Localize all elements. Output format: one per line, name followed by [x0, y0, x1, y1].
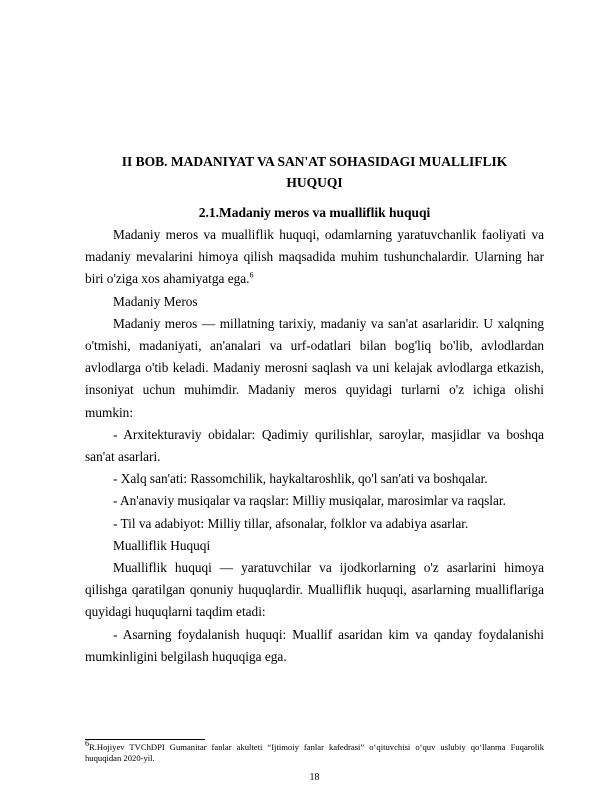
- list-item: - Arxitekturaviy obidalar: Qadimiy qurilishlar, saroylar, masjidlar va boshqa san'at asarlari.: [85, 426, 544, 465]
- footnote-text: R.Hojiyev TVChDPI Gumanitar fanlar akulteti “Ijtimoiy fanlar kafedrasi” o‘qituvchisi o‘quv uslubiy qo‘llanma Fuqarolik huquqidan 2020-yil.: [85, 742, 544, 763]
- footnote-mark: 6: [85, 739, 89, 749]
- list-item: - Xalq san'ati: Rassomchilik, haykaltaroshlik, qo'l san'ati va boshqalar.: [113, 471, 488, 487]
- paragraph-madaniy-meros: Madaniy meros — millatning tarixiy, madaniy va san'at asarlaridir. U xalqning o'tmishi, madaniyati, an'analari va urf-odatlari bilan bog'liq bo'lib, avlodlardan avlodlarga o'tib keladi. Madaniy merosni saqlash va uni kelajak avlodlarga etkazish, insoniyat uchun muhimdir. Madaniy meros quyidagi turlarni o'z ichiga olishi mumkin:: [85, 315, 544, 420]
- chapter-title-line2: HUQUQI: [286, 175, 343, 190]
- paragraph-mualliflik-huquqi: Mualliflik huquqi — yaratuvchilar va ijodkorlarning o'z asarlarini himoya qilishga qaratilgan qonuniy huquqlardir. Mualliflik huquqi, asarlarning mualliflariga quyidagi huquqlarni taqdim etadi:: [85, 560, 544, 620]
- list-item: - An'anaviy musiqalar va raqslar: Milliy musiqalar, marosimlar va raqslar.: [113, 493, 506, 509]
- paragraph-intro: Madaniy meros va mualliflik huquqi, odamlarning yaratuvchanlik faoliyati va madaniy mevalarini himoya qilish maqsadida muhim tushunchalardir. Ularning har biri o'ziga xos ahamiyatga ega.$^6$: [85, 227, 544, 287]
- footnote-ref: 6: [249, 270, 254, 280]
- footnote: [85, 739, 544, 764]
- footnote-divider: [85, 739, 205, 740]
- body-text: [85, 224, 544, 668]
- chapter-title-line1: II BOB. MADANIYAT VA SAN'AT SOHASIDAGI MUALLIFLIK: [121, 154, 508, 169]
- page-number: 18: [309, 772, 320, 783]
- list-item: - Til va adabiyot: Milliy tillar, afsonalar, folklor va adabiya asarlar.: [113, 515, 469, 531]
- document-page: [85, 0, 544, 792]
- subheading-mualliflik-huquqi: Mualliflik Huquqi: [113, 537, 211, 553]
- list-item: - Asarning foydalanish huquqi: Muallif asaridan kim va qanday foydalanishi mumkinligini belgilash huquqiga ega.: [85, 626, 544, 664]
- subheading-madaniy-meros: Madaniy Meros: [113, 293, 198, 309]
- chapter-title: [85, 151, 544, 193]
- section-title: 2.1.Madaniy meros va mualliflik huquqi: [198, 205, 431, 220]
